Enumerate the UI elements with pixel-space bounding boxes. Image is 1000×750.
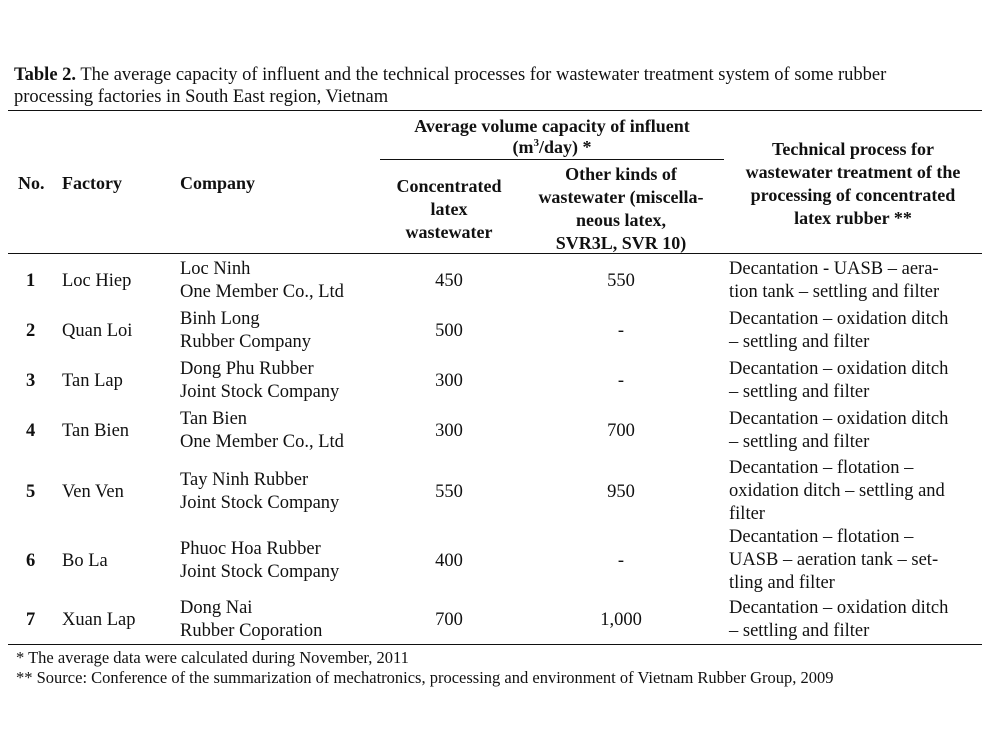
header-no: No. [18,173,45,193]
other-wastewater-value: - [617,371,625,391]
concentrated-latex-value: 500 [435,321,463,341]
header-process-line-3: processing of concentrated [750,185,956,205]
other-wastewater-value: 950 [607,481,635,502]
technical-process: Decantation - UASB – aera- tion tank – settling and filter [729,259,940,302]
header-bottom-rule [8,253,982,254]
other-wastewater-value: - [617,321,625,341]
company-name: Tan Bien One Member Co., Ltd [180,409,344,452]
footnote-1: * The average data were calculated during November, 2011 [16,648,409,667]
header-concentrated-line-1: Concentrated [396,176,502,196]
factory-name: Tan Bien [62,421,130,441]
header-average-volume-title: Average volume capacity of influent [414,116,690,136]
row-number: 4 [26,421,36,441]
row-number: 1 [26,271,36,291]
concentrated-latex-value: 400 [435,550,463,571]
row-number: 5 [26,481,36,502]
caption-line-1: The average capacity of influent and the technical processes for wastewater treatment system of some rubber [80,65,887,85]
other-wastewater-value: - [617,550,625,571]
header-group-rule [380,159,724,160]
company-name: Dong Phu Rubber Joint Stock Company [180,359,340,402]
header-other-wastewater [518,163,724,255]
row-number: 2 [26,321,36,341]
factory-name: Ven Ven [62,481,124,502]
factory-name: Loc Hiep [62,271,132,291]
caption-line-2: processing factories in South East region, Vietnam [14,87,389,107]
concentrated-latex-value: 700 [435,610,463,630]
factory-name: Tan Lap [62,371,123,391]
technical-process: Decantation – flotation – oxidation ditch – settling and filter [729,458,945,524]
company-name: Dong Nai Rubber Coporation [180,598,323,641]
factory-name: Bo La [62,550,108,571]
other-wastewater-value: 550 [607,271,635,291]
factory-name: Xuan Lap [62,610,136,630]
technical-process: Decantation – oxidation ditch – settling and filter [729,598,949,641]
technical-process: Decantation – oxidation ditch – settling and filter [729,409,949,452]
header-other-line-4: SVR3L, SVR 10) [555,233,687,253]
table-caption [14,64,984,108]
header-process-line-1: Technical process for [772,139,934,159]
technical-process: Decantation – oxidation ditch – settling and filter [729,359,949,402]
company-name: Binh Long Rubber Company [180,309,312,352]
header-technical-process [726,138,980,230]
other-wastewater-value: 700 [607,421,635,441]
table-bottom-rule [8,644,982,645]
row-number: 3 [26,371,36,391]
header-concentrated-line-2: latex [430,199,468,219]
header-other-line-3: neous latex, [576,210,666,230]
header-other-line-2: wastewater (miscella- [538,187,704,207]
technical-process: Decantation – flotation – UASB – aeration tank – set- tling and filter [729,527,939,593]
header-concentrated-line-3: wastewater [405,222,493,242]
company-name: Phuoc Hoa Rubber Joint Stock Company [180,538,340,582]
company-name: Tay Ninh Rubber Joint Stock Company [180,469,340,513]
concentrated-latex-value: 450 [435,271,463,291]
header-average-volume-unit: $(m^3/day)$ * [512,137,592,157]
header-company: Company [180,173,256,193]
footnote-2: ** Source: Conference of the summarization of mechatronics, processing and environment of Vietnam Rubber Group, 2009 [16,668,834,687]
header-factory: Factory [62,173,122,193]
other-wastewater-value: 1,000 [600,610,642,630]
row-number: 6 [26,550,36,571]
header-other-line-1: Other kinds of [565,164,677,184]
concentrated-latex-value: 300 [435,371,463,391]
concentrated-latex-value: 300 [435,421,463,441]
header-process-line-4: latex rubber ** [794,208,912,228]
concentrated-latex-value: 550 [435,481,463,502]
header-average-volume [380,116,724,158]
table-top-rule [8,110,982,111]
caption-label: Table 2. [14,65,77,85]
technical-process: Decantation – oxidation ditch – settling and filter [729,309,949,352]
header-process-line-2: wastewater treatment of the [745,162,961,182]
row-number: 7 [26,610,36,630]
company-name: Loc Ninh One Member Co., Ltd [180,259,344,302]
factory-name: Quan Loi [62,321,133,341]
header-concentrated-latex [382,175,516,244]
